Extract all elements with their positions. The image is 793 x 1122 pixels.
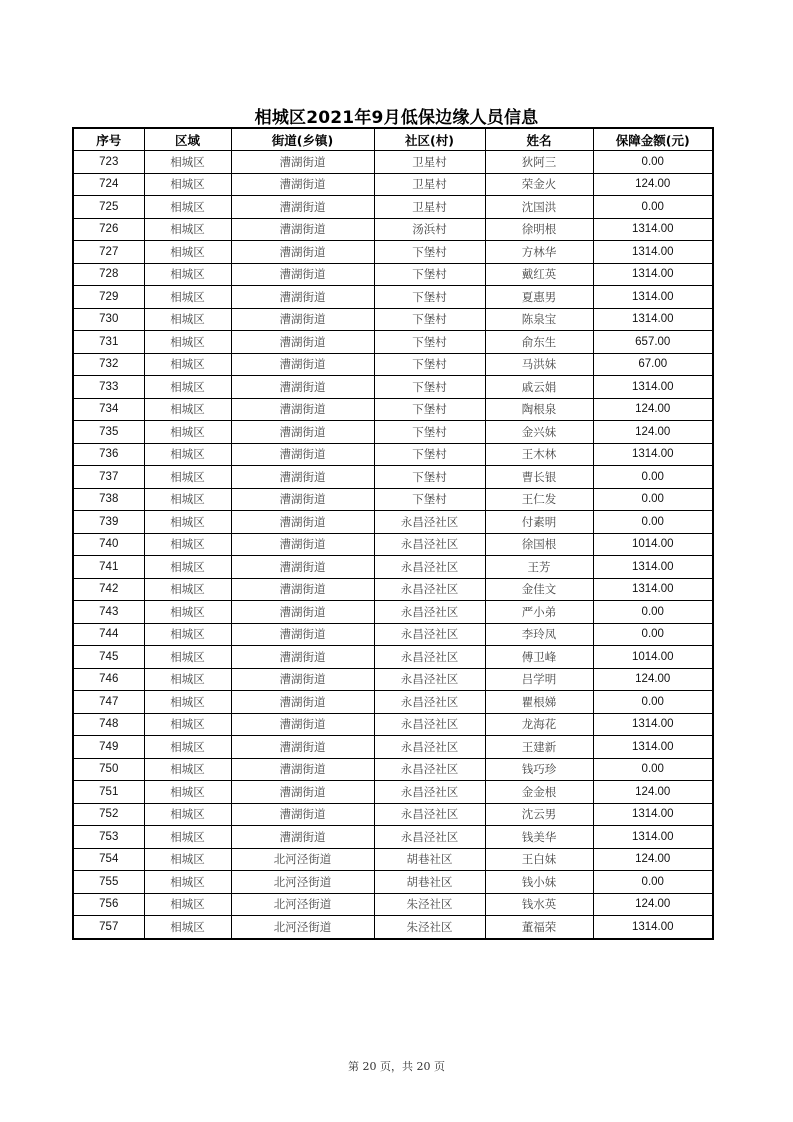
cell-street: 漕湖街道 <box>231 263 374 286</box>
cell-district: 相城区 <box>144 218 231 241</box>
cell-district: 相城区 <box>144 916 231 939</box>
cell-name: 戚云娟 <box>485 376 593 399</box>
cell-district: 相城区 <box>144 466 231 489</box>
cell-street: 北河泾街道 <box>231 893 374 916</box>
cell-community: 下堡村 <box>374 466 485 489</box>
cell-index: 725 <box>73 196 144 219</box>
cell-street: 漕湖街道 <box>231 241 374 264</box>
cell-street: 漕湖街道 <box>231 353 374 376</box>
table-header-row <box>73 128 713 151</box>
cell-street: 漕湖街道 <box>231 308 374 331</box>
cell-community: 永昌泾社区 <box>374 803 485 826</box>
cell-name: 陈泉宝 <box>485 308 593 331</box>
cell-district: 相城区 <box>144 488 231 511</box>
table-row <box>73 196 713 219</box>
table-row <box>73 578 713 601</box>
cell-index: 745 <box>73 646 144 669</box>
cell-district: 相城区 <box>144 556 231 579</box>
column-header-community: 社区(村) <box>374 128 485 151</box>
cell-index: 735 <box>73 421 144 444</box>
cell-name: 陶根泉 <box>485 398 593 421</box>
cell-name: 王木林 <box>485 443 593 466</box>
cell-amount: 0.00 <box>593 623 713 646</box>
table-row <box>73 376 713 399</box>
cell-name: 王建新 <box>485 736 593 759</box>
cell-street: 北河泾街道 <box>231 916 374 939</box>
cell-name: 戴红英 <box>485 263 593 286</box>
table-row <box>73 623 713 646</box>
cell-amount: 1314.00 <box>593 578 713 601</box>
cell-name: 徐明根 <box>485 218 593 241</box>
cell-street: 漕湖街道 <box>231 556 374 579</box>
cell-district: 相城区 <box>144 376 231 399</box>
cell-district: 相城区 <box>144 871 231 894</box>
document-title: 相城区2021年9月低保边缘人员信息 <box>254 108 539 128</box>
cell-index: 754 <box>73 848 144 871</box>
cell-community: 朱泾社区 <box>374 893 485 916</box>
cell-amount: 1314.00 <box>593 286 713 309</box>
table-row <box>73 286 713 309</box>
cell-street: 漕湖街道 <box>231 218 374 241</box>
cell-amount: 124.00 <box>593 398 713 421</box>
table-row <box>73 893 713 916</box>
cell-district: 相城区 <box>144 623 231 646</box>
cell-amount: 1314.00 <box>593 218 713 241</box>
cell-name: 沈云男 <box>485 803 593 826</box>
cell-index: 733 <box>73 376 144 399</box>
cell-district: 相城区 <box>144 286 231 309</box>
cell-district: 相城区 <box>144 601 231 624</box>
column-header-name: 姓名 <box>485 128 593 151</box>
table-row <box>73 758 713 781</box>
cell-community: 下堡村 <box>374 331 485 354</box>
table-row <box>73 218 713 241</box>
cell-name: 马洪妹 <box>485 353 593 376</box>
cell-amount: 1314.00 <box>593 308 713 331</box>
cell-name: 钱水英 <box>485 893 593 916</box>
table-row <box>73 488 713 511</box>
cell-community: 永昌泾社区 <box>374 736 485 759</box>
cell-street: 漕湖街道 <box>231 736 374 759</box>
table-row <box>73 263 713 286</box>
cell-name: 王芳 <box>485 556 593 579</box>
cell-community: 卫星村 <box>374 173 485 196</box>
table-row <box>73 173 713 196</box>
table-row <box>73 151 713 174</box>
cell-community: 卫星村 <box>374 151 485 174</box>
cell-street: 漕湖街道 <box>231 376 374 399</box>
table-row <box>73 646 713 669</box>
cell-index: 756 <box>73 893 144 916</box>
cell-district: 相城区 <box>144 781 231 804</box>
cell-community: 永昌泾社区 <box>374 511 485 534</box>
cell-amount: 1314.00 <box>593 376 713 399</box>
cell-street: 漕湖街道 <box>231 466 374 489</box>
cell-amount: 0.00 <box>593 758 713 781</box>
cell-name: 曹长银 <box>485 466 593 489</box>
cell-index: 742 <box>73 578 144 601</box>
cell-community: 下堡村 <box>374 488 485 511</box>
cell-index: 746 <box>73 668 144 691</box>
cell-community: 汤浜村 <box>374 218 485 241</box>
cell-district: 相城区 <box>144 533 231 556</box>
cell-name: 方林华 <box>485 241 593 264</box>
cell-index: 727 <box>73 241 144 264</box>
cell-district: 相城区 <box>144 848 231 871</box>
table-row <box>73 421 713 444</box>
table-row <box>73 556 713 579</box>
cell-name: 夏惠男 <box>485 286 593 309</box>
cell-amount: 0.00 <box>593 691 713 714</box>
cell-name: 钱小妹 <box>485 871 593 894</box>
cell-community: 永昌泾社区 <box>374 668 485 691</box>
cell-street: 漕湖街道 <box>231 601 374 624</box>
cell-amount: 0.00 <box>593 871 713 894</box>
cell-name: 王仁发 <box>485 488 593 511</box>
cell-name: 金佳文 <box>485 578 593 601</box>
table-row <box>73 736 713 759</box>
table-row <box>73 916 713 939</box>
column-header-district: 区域 <box>144 128 231 151</box>
cell-index: 736 <box>73 443 144 466</box>
cell-name: 王白妹 <box>485 848 593 871</box>
cell-amount: 1314.00 <box>593 826 713 849</box>
cell-amount: 1314.00 <box>593 713 713 736</box>
table-row <box>73 241 713 264</box>
cell-index: 737 <box>73 466 144 489</box>
table-body <box>73 151 713 939</box>
cell-district: 相城区 <box>144 758 231 781</box>
table-row <box>73 668 713 691</box>
cell-name: 瞿根娣 <box>485 691 593 714</box>
cell-index: 738 <box>73 488 144 511</box>
cell-street: 漕湖街道 <box>231 398 374 421</box>
cell-community: 胡巷社区 <box>374 848 485 871</box>
cell-amount: 657.00 <box>593 331 713 354</box>
table-row <box>73 398 713 421</box>
cell-amount: 1314.00 <box>593 241 713 264</box>
cell-district: 相城区 <box>144 668 231 691</box>
cell-community: 永昌泾社区 <box>374 781 485 804</box>
cell-name: 董福荣 <box>485 916 593 939</box>
cell-index: 747 <box>73 691 144 714</box>
cell-community: 永昌泾社区 <box>374 578 485 601</box>
cell-community: 永昌泾社区 <box>374 691 485 714</box>
cell-district: 相城区 <box>144 196 231 219</box>
cell-index: 744 <box>73 623 144 646</box>
cell-index: 729 <box>73 286 144 309</box>
cell-index: 741 <box>73 556 144 579</box>
cell-amount: 1314.00 <box>593 916 713 939</box>
cell-district: 相城区 <box>144 691 231 714</box>
cell-street: 漕湖街道 <box>231 488 374 511</box>
cell-community: 下堡村 <box>374 308 485 331</box>
cell-index: 728 <box>73 263 144 286</box>
cell-amount: 0.00 <box>593 466 713 489</box>
cell-amount: 0.00 <box>593 151 713 174</box>
cell-amount: 1314.00 <box>593 803 713 826</box>
cell-street: 漕湖街道 <box>231 286 374 309</box>
cell-index: 751 <box>73 781 144 804</box>
cell-name: 钱巧珍 <box>485 758 593 781</box>
cell-street: 漕湖街道 <box>231 331 374 354</box>
table-row <box>73 713 713 736</box>
cell-street: 漕湖街道 <box>231 826 374 849</box>
cell-amount: 0.00 <box>593 196 713 219</box>
cell-community: 下堡村 <box>374 241 485 264</box>
cell-name: 俞东生 <box>485 331 593 354</box>
table-row <box>73 848 713 871</box>
cell-street: 漕湖街道 <box>231 781 374 804</box>
cell-community: 卫星村 <box>374 196 485 219</box>
cell-street: 漕湖街道 <box>231 578 374 601</box>
cell-index: 755 <box>73 871 144 894</box>
cell-index: 726 <box>73 218 144 241</box>
cell-community: 永昌泾社区 <box>374 646 485 669</box>
cell-district: 相城区 <box>144 241 231 264</box>
cell-district: 相城区 <box>144 421 231 444</box>
cell-district: 相城区 <box>144 826 231 849</box>
table-row <box>73 871 713 894</box>
cell-index: 730 <box>73 308 144 331</box>
cell-index: 724 <box>73 173 144 196</box>
cell-amount: 124.00 <box>593 781 713 804</box>
column-header-amount: 保障金额(元) <box>593 128 713 151</box>
cell-district: 相城区 <box>144 173 231 196</box>
table-row <box>73 781 713 804</box>
cell-community: 下堡村 <box>374 376 485 399</box>
table-row <box>73 511 713 534</box>
cell-index: 743 <box>73 601 144 624</box>
cell-name: 傅卫峰 <box>485 646 593 669</box>
cell-community: 胡巷社区 <box>374 871 485 894</box>
cell-district: 相城区 <box>144 331 231 354</box>
cell-district: 相城区 <box>144 443 231 466</box>
cell-community: 永昌泾社区 <box>374 533 485 556</box>
cell-index: 740 <box>73 533 144 556</box>
cell-community: 永昌泾社区 <box>374 826 485 849</box>
cell-index: 731 <box>73 331 144 354</box>
cell-index: 750 <box>73 758 144 781</box>
cell-street: 漕湖街道 <box>231 151 374 174</box>
cell-name: 徐国根 <box>485 533 593 556</box>
cell-community: 永昌泾社区 <box>374 601 485 624</box>
cell-amount: 1314.00 <box>593 443 713 466</box>
cell-district: 相城区 <box>144 398 231 421</box>
cell-community: 下堡村 <box>374 398 485 421</box>
cell-amount: 1314.00 <box>593 263 713 286</box>
cell-street: 漕湖街道 <box>231 511 374 534</box>
cell-amount: 67.00 <box>593 353 713 376</box>
cell-amount: 124.00 <box>593 848 713 871</box>
cell-name: 严小弟 <box>485 601 593 624</box>
cell-name: 狄阿三 <box>485 151 593 174</box>
cell-community: 下堡村 <box>374 443 485 466</box>
cell-amount: 124.00 <box>593 421 713 444</box>
table-row <box>73 533 713 556</box>
cell-community: 永昌泾社区 <box>374 758 485 781</box>
cell-community: 下堡村 <box>374 286 485 309</box>
cell-district: 相城区 <box>144 263 231 286</box>
cell-name: 李玲凤 <box>485 623 593 646</box>
cell-amount: 0.00 <box>593 601 713 624</box>
cell-street: 漕湖街道 <box>231 443 374 466</box>
cell-index: 757 <box>73 916 144 939</box>
cell-street: 漕湖街道 <box>231 713 374 736</box>
cell-community: 永昌泾社区 <box>374 623 485 646</box>
cell-amount: 1314.00 <box>593 556 713 579</box>
cell-street: 漕湖街道 <box>231 691 374 714</box>
cell-amount: 124.00 <box>593 668 713 691</box>
cell-district: 相城区 <box>144 803 231 826</box>
table-row <box>73 803 713 826</box>
cell-street: 漕湖街道 <box>231 758 374 781</box>
cell-name: 钱美华 <box>485 826 593 849</box>
cell-community: 下堡村 <box>374 421 485 444</box>
cell-street: 北河泾街道 <box>231 848 374 871</box>
cell-index: 732 <box>73 353 144 376</box>
cell-community: 朱泾社区 <box>374 916 485 939</box>
cell-community: 永昌泾社区 <box>374 713 485 736</box>
page-footer: 第 20 页，共 20 页 <box>348 1060 445 1073</box>
cell-name: 龙海花 <box>485 713 593 736</box>
cell-index: 753 <box>73 826 144 849</box>
cell-street: 漕湖街道 <box>231 533 374 556</box>
cell-index: 739 <box>73 511 144 534</box>
allowance-table <box>72 127 714 940</box>
cell-name: 付素明 <box>485 511 593 534</box>
cell-index: 749 <box>73 736 144 759</box>
cell-index: 734 <box>73 398 144 421</box>
cell-district: 相城区 <box>144 308 231 331</box>
cell-index: 748 <box>73 713 144 736</box>
cell-street: 漕湖街道 <box>231 421 374 444</box>
cell-district: 相城区 <box>144 151 231 174</box>
column-header-street: 街道(乡镇) <box>231 128 374 151</box>
cell-community: 下堡村 <box>374 263 485 286</box>
table-row <box>73 466 713 489</box>
cell-community: 下堡村 <box>374 353 485 376</box>
table-row <box>73 331 713 354</box>
cell-amount: 1014.00 <box>593 533 713 556</box>
cell-amount: 124.00 <box>593 173 713 196</box>
cell-name: 荣金火 <box>485 173 593 196</box>
column-header-index: 序号 <box>73 128 144 151</box>
cell-community: 永昌泾社区 <box>374 556 485 579</box>
cell-name: 沈国洪 <box>485 196 593 219</box>
cell-district: 相城区 <box>144 893 231 916</box>
cell-district: 相城区 <box>144 713 231 736</box>
cell-amount: 1014.00 <box>593 646 713 669</box>
cell-name: 金兴妹 <box>485 421 593 444</box>
cell-name: 吕学明 <box>485 668 593 691</box>
cell-street: 漕湖街道 <box>231 646 374 669</box>
cell-index: 752 <box>73 803 144 826</box>
cell-street: 漕湖街道 <box>231 173 374 196</box>
table-row <box>73 601 713 624</box>
cell-district: 相城区 <box>144 646 231 669</box>
cell-street: 漕湖街道 <box>231 668 374 691</box>
table-row <box>73 308 713 331</box>
cell-street: 北河泾街道 <box>231 871 374 894</box>
cell-street: 漕湖街道 <box>231 196 374 219</box>
table-row <box>73 691 713 714</box>
cell-amount: 124.00 <box>593 893 713 916</box>
cell-name: 金金根 <box>485 781 593 804</box>
cell-street: 漕湖街道 <box>231 803 374 826</box>
table-row <box>73 443 713 466</box>
cell-amount: 0.00 <box>593 488 713 511</box>
table-row <box>73 353 713 376</box>
table-row <box>73 826 713 849</box>
cell-district: 相城区 <box>144 736 231 759</box>
cell-district: 相城区 <box>144 578 231 601</box>
cell-index: 723 <box>73 151 144 174</box>
cell-district: 相城区 <box>144 511 231 534</box>
cell-street: 漕湖街道 <box>231 623 374 646</box>
cell-amount: 1314.00 <box>593 736 713 759</box>
cell-amount: 0.00 <box>593 511 713 534</box>
cell-district: 相城区 <box>144 353 231 376</box>
